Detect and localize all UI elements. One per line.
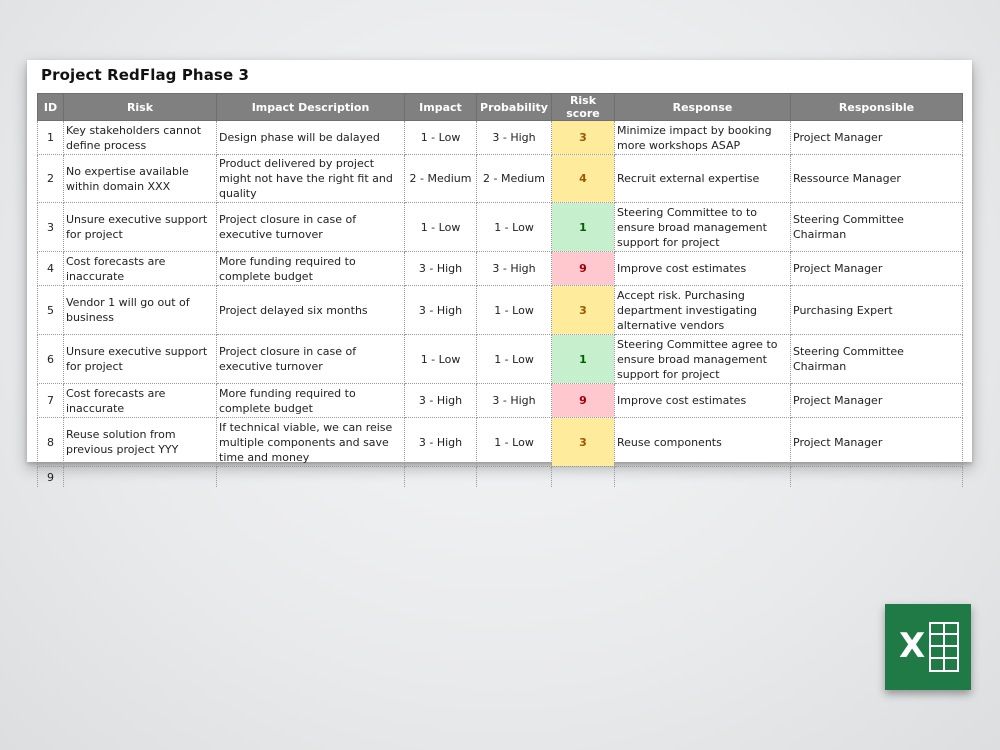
cell-responsible[interactable]: Steering Committee Chairman bbox=[791, 203, 963, 252]
cell-probability[interactable]: 1 - Low bbox=[477, 418, 552, 467]
cell-impact[interactable]: 1 - Low bbox=[405, 203, 477, 252]
sheet-title: Project RedFlag Phase 3 bbox=[41, 66, 250, 84]
cell-response[interactable]: Recruit external expertise bbox=[615, 155, 791, 203]
col-header-risk[interactable]: Risk bbox=[64, 94, 217, 121]
cell-risk-score[interactable]: 3 bbox=[552, 286, 615, 335]
cell-probability[interactable]: 3 - High bbox=[477, 384, 552, 418]
table-row bbox=[38, 155, 963, 203]
cell-risk-score[interactable]: 1 bbox=[552, 203, 615, 252]
cell-impact[interactable]: 1 - Low bbox=[405, 121, 477, 155]
cell-probability[interactable]: 1 - Low bbox=[477, 203, 552, 252]
header-row bbox=[38, 94, 963, 121]
cell-responsible[interactable]: Project Manager bbox=[791, 418, 963, 467]
cell-id[interactable]: 5 bbox=[38, 286, 64, 335]
cell-probability[interactable]: 3 - High bbox=[477, 121, 552, 155]
cell-impact-description[interactable] bbox=[217, 467, 405, 488]
table-row bbox=[38, 252, 963, 286]
excel-letter: X bbox=[899, 626, 926, 666]
cell-risk[interactable] bbox=[64, 467, 217, 488]
cell-id[interactable]: 4 bbox=[38, 252, 64, 286]
cell-risk[interactable]: Unsure executive support for project bbox=[64, 203, 217, 252]
cell-response[interactable]: Steering Committee to to ensure broad management support for project bbox=[615, 203, 791, 252]
risk-register-table bbox=[37, 93, 963, 487]
excel-icon bbox=[885, 604, 971, 690]
cell-response[interactable]: Improve cost estimates bbox=[615, 252, 791, 286]
cell-risk[interactable]: Vendor 1 will go out of business bbox=[64, 286, 217, 335]
col-header-probability[interactable]: Probability bbox=[477, 94, 552, 121]
table-row bbox=[38, 121, 963, 155]
cell-response[interactable] bbox=[615, 467, 791, 488]
cell-risk[interactable]: No expertise available within domain XXX bbox=[64, 155, 217, 203]
table-row bbox=[38, 286, 963, 335]
cell-impact[interactable]: 1 - Low bbox=[405, 335, 477, 384]
cell-risk[interactable]: Reuse solution from previous project YYY bbox=[64, 418, 217, 467]
cell-risk-score[interactable]: 4 bbox=[552, 155, 615, 203]
cell-response[interactable]: Accept risk. Purchasing department investigating alternative vendors bbox=[615, 286, 791, 335]
cell-impact[interactable]: 3 - High bbox=[405, 418, 477, 467]
table-row bbox=[38, 418, 963, 467]
cell-risk-score[interactable]: 9 bbox=[552, 252, 615, 286]
cell-impact[interactable] bbox=[405, 467, 477, 488]
cell-id[interactable]: 8 bbox=[38, 418, 64, 467]
table-row bbox=[38, 467, 963, 488]
cell-risk[interactable]: Cost forecasts are inaccurate bbox=[64, 384, 217, 418]
cell-probability[interactable]: 1 - Low bbox=[477, 286, 552, 335]
cell-responsible[interactable]: Steering Committee Chairman bbox=[791, 335, 963, 384]
table-row bbox=[38, 384, 963, 418]
spreadsheet-card bbox=[27, 60, 972, 484]
cell-impact-description[interactable]: More funding required to complete budget bbox=[217, 384, 405, 418]
cell-impact-description[interactable]: Project closure in case of executive turnover bbox=[217, 203, 405, 252]
cell-id[interactable]: 1 bbox=[38, 121, 64, 155]
cell-risk-score[interactable]: 9 bbox=[552, 384, 615, 418]
cell-impact[interactable]: 3 - High bbox=[405, 384, 477, 418]
cell-probability[interactable]: 2 - Medium bbox=[477, 155, 552, 203]
cell-impact-description[interactable]: More funding required to complete budget bbox=[217, 252, 405, 286]
cell-impact[interactable]: 2 - Medium bbox=[405, 155, 477, 203]
excel-grid-icon bbox=[929, 622, 959, 672]
cell-responsible[interactable]: Ressource Manager bbox=[791, 155, 963, 203]
cell-responsible[interactable]: Project Manager bbox=[791, 384, 963, 418]
cell-response[interactable]: Steering Committee agree to ensure broad management support for project bbox=[615, 335, 791, 384]
cell-responsible[interactable]: Project Manager bbox=[791, 252, 963, 286]
cell-impact-description[interactable]: Design phase will be dalayed bbox=[217, 121, 405, 155]
cell-impact-description[interactable]: Project delayed six months bbox=[217, 286, 405, 335]
cell-id[interactable]: 3 bbox=[38, 203, 64, 252]
cell-response[interactable]: Minimize impact by booking more workshops ASAP bbox=[615, 121, 791, 155]
cell-risk-score[interactable]: 3 bbox=[552, 121, 615, 155]
cell-risk-score[interactable]: 3 bbox=[552, 418, 615, 467]
col-header-risk-score[interactable]: Risk score bbox=[552, 94, 615, 121]
cell-probability[interactable] bbox=[477, 467, 552, 488]
cell-responsible[interactable]: Purchasing Expert bbox=[791, 286, 963, 335]
col-header-responsible[interactable]: Responsible bbox=[791, 94, 963, 121]
cell-risk[interactable]: Cost forecasts are inaccurate bbox=[64, 252, 217, 286]
cell-probability[interactable]: 1 - Low bbox=[477, 335, 552, 384]
col-header-impact-description[interactable]: Impact Description bbox=[217, 94, 405, 121]
cell-risk[interactable]: Unsure executive support for project bbox=[64, 335, 217, 384]
cell-impact-description[interactable]: Product delivered by project might not have the right fit and quality bbox=[217, 155, 405, 203]
cell-impact-description[interactable]: Project closure in case of executive turnover bbox=[217, 335, 405, 384]
cell-id[interactable]: 7 bbox=[38, 384, 64, 418]
cell-impact[interactable]: 3 - High bbox=[405, 286, 477, 335]
cell-risk-score[interactable] bbox=[552, 467, 615, 488]
cell-impact[interactable]: 3 - High bbox=[405, 252, 477, 286]
cell-impact-description[interactable]: If technical viable, we can reise multiple components and save time and money bbox=[217, 418, 405, 467]
col-header-impact[interactable]: Impact bbox=[405, 94, 477, 121]
cell-risk-score[interactable]: 1 bbox=[552, 335, 615, 384]
cell-id[interactable]: 2 bbox=[38, 155, 64, 203]
cell-probability[interactable]: 3 - High bbox=[477, 252, 552, 286]
cell-id[interactable]: 9 bbox=[38, 467, 64, 488]
cell-response[interactable]: Reuse components bbox=[615, 418, 791, 467]
cell-risk[interactable]: Key stakeholders cannot define process bbox=[64, 121, 217, 155]
col-header-id[interactable]: ID bbox=[38, 94, 64, 121]
cell-responsible[interactable] bbox=[791, 467, 963, 488]
cell-response[interactable]: Improve cost estimates bbox=[615, 384, 791, 418]
table-row bbox=[38, 335, 963, 384]
table-row bbox=[38, 203, 963, 252]
cell-responsible[interactable]: Project Manager bbox=[791, 121, 963, 155]
col-header-response[interactable]: Response bbox=[615, 94, 791, 121]
cell-id[interactable]: 6 bbox=[38, 335, 64, 384]
